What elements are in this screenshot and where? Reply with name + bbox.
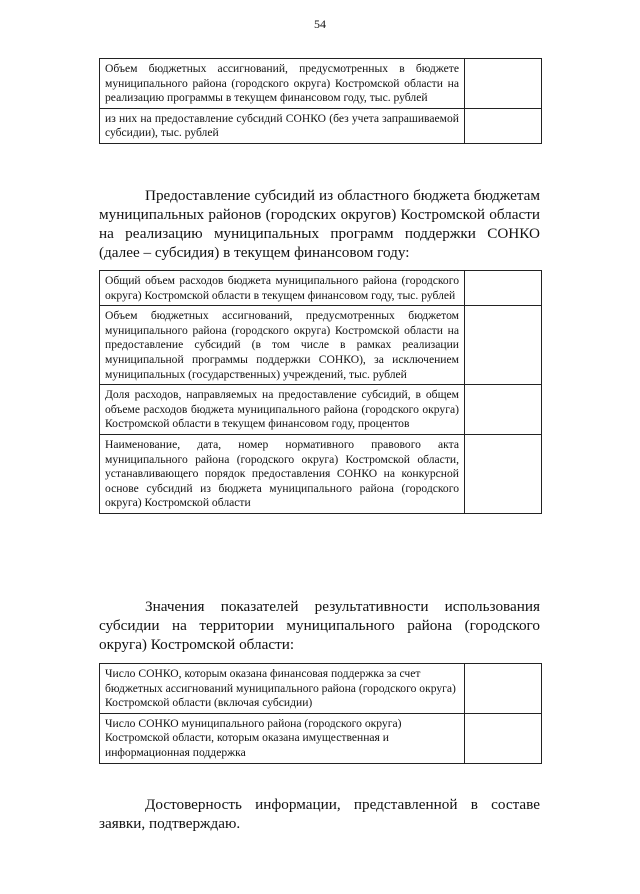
table-row bbox=[100, 306, 542, 385]
budget-allocation-table bbox=[99, 58, 542, 144]
value-cell[interactable] bbox=[465, 713, 542, 763]
table-row bbox=[100, 664, 542, 714]
subsidy-provision-table bbox=[99, 270, 542, 514]
table-row bbox=[100, 108, 542, 143]
subsidy-intro-paragraph: Предоставление субсидий из областного бюджета бюджетам муниципальных районов (городских округов) Костромской области на реализацию муниципальных программ поддержки СОНКО (далее – субсидия) в текущем финансовом году: bbox=[99, 187, 540, 261]
row-label: Число СОНКО муниципального района (городского округа) Костромской области, которым оказана имущественная и информационная поддержка bbox=[100, 713, 465, 763]
row-label: из них на предоставление субсидий СОНКО (без учета запрашиваемой субсидии), тыс. рублей bbox=[100, 108, 465, 143]
row-label: Число СОНКО, которым оказана финансовая поддержка за счет бюджетных ассигнований муниципального района (городского округа) Костромской области (включая субсидии) bbox=[100, 664, 465, 714]
indicators-table bbox=[99, 663, 542, 764]
row-label: Объем бюджетных ассигнований, предусмотренных в бюджете муниципального района (городского округа) Костромской области на реализацию программы в текущем финансовом году, тыс. рублей bbox=[100, 59, 465, 109]
table-row bbox=[100, 434, 542, 513]
value-cell[interactable] bbox=[465, 664, 542, 714]
table-row bbox=[100, 271, 542, 306]
row-label: Доля расходов, направляемых на предоставление субсидий, в общем объеме расходов бюджета муниципального района (городского округа) Костромской области в текущем финансовом году, процентов bbox=[100, 385, 465, 435]
value-cell[interactable] bbox=[465, 434, 542, 513]
value-cell[interactable] bbox=[465, 385, 542, 435]
row-label: Общий объем расходов бюджета муниципального района (городского округа) Костромской области в текущем финансовом году, тыс. рублей bbox=[100, 271, 465, 306]
row-label: Объем бюджетных ассигнований, предусмотренных бюджетом муниципального района (городского округа) Костромской области на предоставление субсидий (в том числе в рамках реализации муниципальной программы поддержки СОНКО), за исключением муниципальных (государственных) учреждений, тыс. рублей bbox=[100, 306, 465, 385]
indicators-intro-paragraph: Значения показателей результативности использования субсидии на территории муниципального района (городского округа) Костромской области: bbox=[99, 598, 540, 653]
certification-paragraph: Достоверность информации, представленной в составе заявки, подтверждаю. bbox=[99, 796, 540, 832]
page-number: 54 bbox=[314, 17, 326, 31]
value-cell[interactable] bbox=[465, 271, 542, 306]
value-cell[interactable] bbox=[465, 306, 542, 385]
value-cell[interactable] bbox=[465, 108, 542, 143]
row-label: Наименование, дата, номер нормативного правового акта муниципального района (городского округа) Костромской области, устанавливающего порядок предоставления СОНКО на конкурсной основе субсидий из бюджета муниципального района (городского округа) Костромской области bbox=[100, 434, 465, 513]
value-cell[interactable] bbox=[465, 59, 542, 109]
table-row bbox=[100, 59, 542, 109]
table-row bbox=[100, 713, 542, 763]
table-row bbox=[100, 385, 542, 435]
